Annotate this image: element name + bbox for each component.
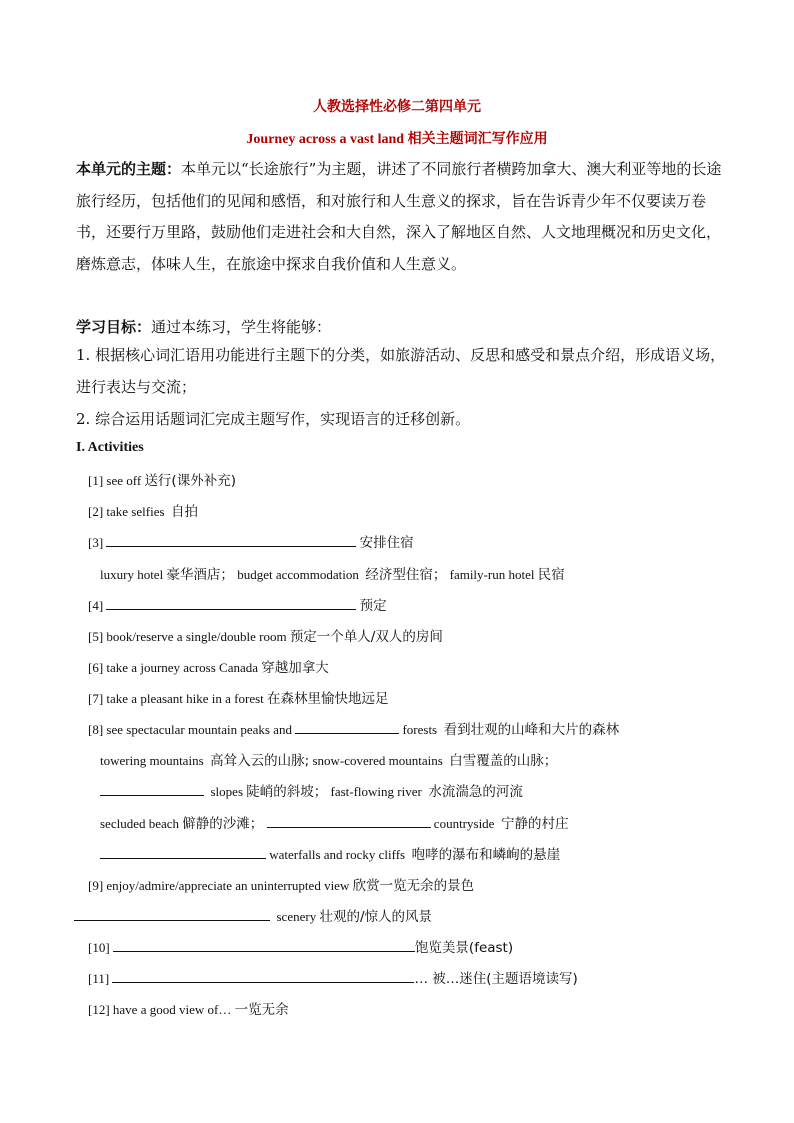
item-zh: 安排住宿 — [359, 535, 414, 551]
theme-text: 本单元以“长途旅行”为主题，讲述了不同旅行者横跨加拿大、澳大利亚等地的长途旅行经历，包括他们的见闻和感悟，和对旅行和人生意义的探求，旨在告诉青少年不仅要读万卷书，还要行万里路，鼓励他们走进社会和大自然，深入了解地区自然、人文地理概况和历史文化，磨炼意志，体味人生，在旅途中探求自我价值和人生意义。 — [76, 160, 722, 273]
item-en: [12] have a good view of… — [88, 1002, 232, 1017]
vocab-item-10 — [88, 936, 513, 956]
item-en: [4] — [88, 598, 104, 613]
vocab-subitem-8a — [100, 749, 557, 769]
item-en: [1] see off — [88, 473, 142, 488]
vocab-item-6 — [88, 656, 329, 676]
item-en: slopes — [210, 784, 243, 799]
item-en: [8] see spectacular mountain peaks and — [88, 722, 292, 737]
vocab-subitem-9 — [74, 905, 432, 925]
item-zh: 送行(课外补充) — [144, 473, 236, 489]
vocab-item-5 — [88, 625, 443, 645]
vocab-subitem-8c — [100, 812, 568, 832]
objective-2: 2. 综合运用话题词汇完成主题写作，实现语言的迁移创新。 — [76, 410, 471, 428]
item-zh: 一览无余 — [234, 1002, 289, 1018]
vocab-item-8 — [88, 718, 619, 738]
item-zh: 穿越加拿大 — [261, 660, 329, 676]
item-en: snow-covered mountains — [312, 753, 443, 768]
item-zh: 欣赏一览无余的景色 — [352, 878, 475, 894]
vocab-item-11 — [88, 967, 578, 987]
objective-1: 1. 根据核心词汇语用功能进行主题下的分类，如旅游活动、反思和感受和景点介绍，形成语义场，进行表达与交流； — [76, 346, 726, 396]
item-zh: … 被…迷住(主题语境读写) — [414, 971, 578, 987]
answer-blank[interactable] — [112, 968, 414, 983]
answer-blank[interactable] — [100, 781, 204, 796]
item-en: [11] — [88, 971, 110, 986]
theme-paragraph — [76, 154, 726, 280]
vocab-item-4 — [88, 594, 387, 614]
item-zh: 经济型住宿； — [365, 567, 447, 583]
item-zh: 看到壮观的山峰和大片的森林 — [443, 722, 620, 738]
unit-title: 人教选择性必修二第四单元 — [313, 100, 481, 115]
answer-blank[interactable] — [100, 844, 266, 859]
theme-label: 本单元的主题： — [76, 160, 182, 178]
item-en: countryside — [433, 816, 495, 831]
item-zh: 预定一个单人/双人的房间 — [289, 629, 443, 645]
item-zh: 在森林里愉快地远足 — [267, 691, 389, 707]
item-zh: 壮观的/惊人的风景 — [319, 909, 433, 925]
vocab-item-7 — [88, 687, 389, 707]
item-en: [2] take selfies — [88, 504, 165, 519]
item-en: [3] — [88, 535, 104, 550]
item-en: waterfalls and rocky cliffs — [269, 847, 406, 862]
item-zh: 豪华酒店； — [166, 567, 234, 583]
item-zh: 水流湍急的河流 — [428, 784, 523, 800]
item-zh: 高耸入云的山脉; — [210, 753, 310, 769]
item-zh: 宁静的村庄 — [500, 816, 569, 832]
item-en: forests — [402, 722, 438, 737]
item-en: budget accommodation — [237, 567, 359, 582]
vocab-subitem-8d — [100, 843, 560, 863]
item-zh: 自拍 — [171, 504, 199, 520]
item-en: family-run hotel — [449, 567, 535, 582]
vocab-item-12 — [88, 998, 289, 1018]
unit-subtitle: Journey across a vast land 相关主题词汇写作应用 — [246, 132, 548, 147]
item-en: [7] take a pleasant hike in a forest — [88, 691, 264, 706]
answer-blank[interactable] — [113, 937, 415, 952]
item-zh: 咆哮的瀑布和嶙峋的悬崖 — [411, 847, 561, 863]
item-en: [6] take a journey across Canada — [88, 660, 259, 675]
item-en: secluded beach — [100, 816, 180, 831]
answer-blank[interactable] — [295, 719, 399, 734]
vocab-item-3 — [88, 531, 414, 551]
answer-blank[interactable] — [106, 595, 356, 610]
answer-blank[interactable] — [106, 532, 356, 547]
vocab-subitem-3 — [100, 563, 565, 583]
item-zh: 民宿 — [537, 567, 565, 583]
vocab-item-1 — [88, 469, 236, 489]
item-en: [10] — [88, 940, 110, 955]
objectives-intro: 通过本练习，学生将能够： — [151, 318, 332, 336]
answer-blank[interactable] — [267, 813, 431, 828]
section-heading: I. Activities — [76, 440, 144, 455]
vocab-item-2 — [88, 500, 198, 520]
answer-blank[interactable] — [74, 906, 270, 921]
vocab-item-9 — [88, 874, 474, 894]
vocab-subitem-8b — [100, 780, 523, 800]
item-zh: 陡峭的斜坡； — [246, 784, 328, 800]
item-en: fast-flowing river — [330, 784, 422, 799]
item-en: luxury hotel — [100, 567, 164, 582]
item-en: scenery — [276, 909, 317, 924]
item-zh: 预定 — [359, 598, 387, 614]
item-en: towering mountains — [100, 753, 204, 768]
objectives-line — [76, 316, 331, 337]
item-zh: 白雪覆盖的山脉； — [449, 753, 558, 769]
item-en: [5] book/reserve a single/double room — [88, 629, 287, 644]
item-zh: 僻静的沙滩； — [182, 816, 264, 832]
item-zh: 饱览美景(feast) — [414, 940, 514, 956]
item-en: [9] enjoy/admire/appreciate an uninterrupted view — [88, 878, 350, 893]
objectives-label: 学习目标： — [76, 318, 152, 336]
